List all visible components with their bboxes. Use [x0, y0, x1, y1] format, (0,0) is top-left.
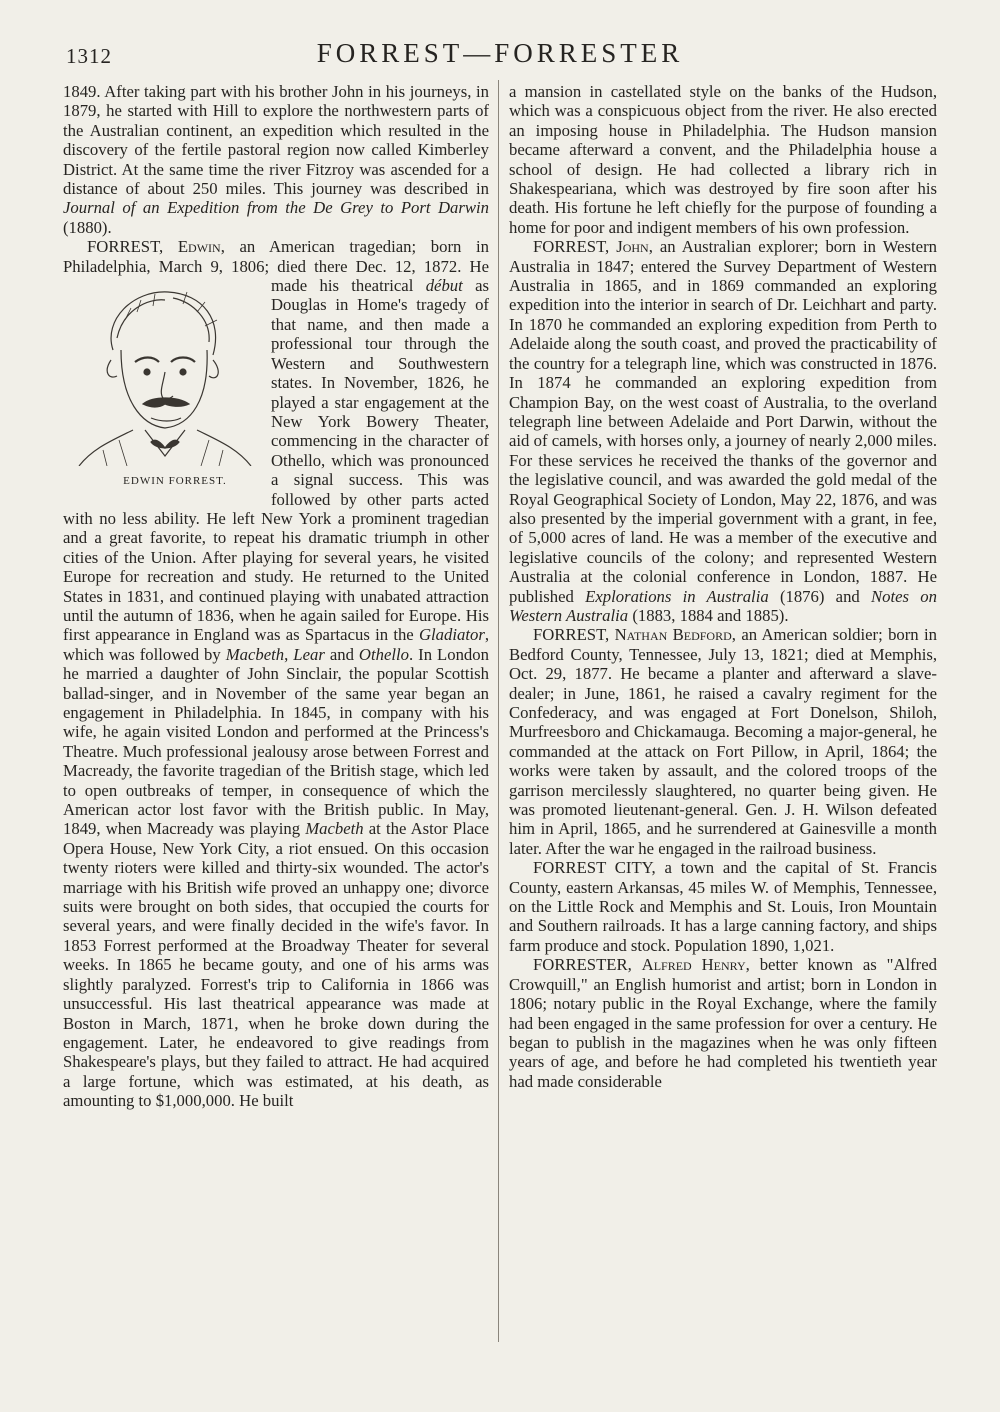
entry-given-name: Nathan Bedford	[614, 625, 732, 645]
column-divider	[498, 80, 499, 1342]
entry-given-name: Alfred Henry	[641, 955, 746, 975]
entry-forrest-john: FORREST, John, an Australian explorer; born in Western Australia in 1847; entered the Survey Department of Western Australia in 1865, and in 1869 commanded an exploring expedition into the interior in search of Dr. Leichhart and party. In 1870 he commanded an exploring expedition from Perth to Adelaide along the south coast, and proved the practicability of the country for a telegraph line, which was constructed in 1876. In 1874 he commanded an exploring expedition from Champion Bay, on the west coast of Australia, to the overland telegraph line between Adelaide and Port Darwin, without the aid of camels, with horses only, a journey of nearly 2,000 miles. For these services he received the thanks of the governor and the legislative council, and was awarded the gold medal of the Royal Geographical Society of London, May 22, 1876, and was also presented by the imperial government with a grant, in fee, of 5,000 acres of land. He was a member of the executive and legislative councils of the colony; and represented Western Australia at the colonial conference in London, 1887. He published Explorations in Australia (1876) and Notes on Western Australia (1883, 1884 and 1885).	[509, 237, 937, 625]
page-header	[0, 38, 1000, 72]
portrait-caption: EDWIN FORREST.	[123, 475, 227, 488]
entry-given-name: John	[616, 237, 649, 257]
entry-given-name: Edwin	[177, 237, 221, 257]
running-head: FORREST—FORRESTER	[316, 38, 684, 68]
book-title: Journal of an Expedition from the De Grey to Port Darwin	[63, 198, 489, 218]
portrait-drawing	[73, 280, 253, 466]
right-column	[509, 82, 937, 1091]
entry-forrest-edwin: FORREST, Edwin, an American tragedian; born in Philadelphia, March 9, 1806; died there Dec. 12, 1872. He made his theatrical EDWIN FORREST. début as Douglas in Home's tragedy of that name, and then made a professional tour through the Western and Southwestern states. In November, 1826, he played a star engagement at the New York Bowery Theater, commencing in the character of Othello, which was pronounced a signal success. This was followed by other parts acted with no less ability. He left New York a prominent tragedian and a great favorite, to repeat his dramatic triumph in other cities of the Union. After playing for several years, he visited Europe for recreation and study. He returned to the United States in 1831, and continued playing with unabated attraction until the autumn of 1836, when he again sailed for Europe. His first appearance in England was as Spartacus in the Gladiator, which was followed by Macbeth, Lear and Othello. In London he married a daughter of John Sinclair, the popular Scottish ballad-singer, and in November of the same year began an engagement in Philadelphia. In 1845, in company with his wife, he again visited London and performed at the Princess's Theatre. Much professional jealousy arose between Forrest and Macready, the favorite tragedian of the British stage, which led to open outbreaks of temper, in consequence of which the American actor lost favor with the British public. In May, 1849, when Macready was playing Macbeth at the Astor Place Opera House, New York City, a riot ensued. On this occasion twenty rioters were killed and thirty-six wounded. The actor's marriage with his British wife proved an unhappy one; divorce suits were brought on both sides, that occupied the courts for several years, and were finally decided in the wife's favor. In 1853 Forrest performed at the Broadway Theater for several weeks. In 1865 he became gouty, and one of his arms was slightly paralyzed. Forrest's trip to California in 1866 was unsuccessful. His last theatrical appearance was made at Boston in March, 1871, when he broke down during the engagement. Later, he endeavored to give readings from Shakespeare's plays, but they failed to attract. He had acquired a large fortune, which was estimated, at his death, as amounting to $1,000,000. He built	[63, 237, 489, 1111]
page-number: 1312	[66, 44, 112, 68]
entry-headword: FORRESTER,	[533, 955, 642, 975]
entry-forrest-city: FORREST CITY, a town and the capital of St. Francis County, eastern Arkansas, 45 miles W. of Memphis, Tennessee, on the Little Rock and Memphis and St. Louis, Iron Mountain and Southern railroads. It has a large canning factory, and ships farm produce and stock. Population 1890, 1,021.	[509, 858, 937, 955]
entry-forrest-nathan-bedford: FORREST, Nathan Bedford, an American soldier; born in Bedford County, Tennessee, July 13, 1821; died at Memphis, Oct. 29, 1877. He became a planter and afterward a slave-dealer; in June, 1861, he raised a cavalry regiment for the Confederacy, and was engaged at Fort Donelson, Shiloh, Murfreesboro and Chickamauga. Becoming a major-general, he commanded at the attack on Fort Pillow, in April, 1864; the works were taken by assault, and the colored troops of the garrison mercilessly slaughtered, no quarter being given. He was promoted lieutenant-general. Gen. J. H. Wilson defeated him in April, 1865, and he surrendered at Gainesville a month later. After the war he engaged in the railroad business.	[509, 625, 937, 858]
entry-headword: FORREST,	[87, 237, 178, 257]
book-title: Explorations in Australia	[585, 586, 769, 606]
book-title: Notes on Western Australia	[509, 586, 937, 625]
entry-forrester-alfred-henry: FORRESTER, Alfred Henry, better known as "Alfred Crowquill," an English humorist and artist; born in London in 1806; notary public in the Royal Exchange, where the family had been engaged in the same profession for over a century. He began to publish in the magazines when he was only fifteen years of age, and before he had completed his twentieth year had made considerable	[509, 955, 937, 1091]
paragraph-forrest-alexander-cont: 1849. After taking part with his brother John in his journeys, in 1879, he started with Hill to explore the northwestern parts of the Australian continent, an expedition which resulted in the discovery of the fertile pastoral region now called Kimberley District. At the same time the river Fitzroy was ascended for a distance of about 250 miles. This journey was described in Journal of an Expedition from the De Grey to Port Darwin (1880).	[63, 82, 489, 237]
paragraph-edwin-cont: a mansion in castellated style on the banks of the Hudson, which was a conspicuous object from the river. He also erected an imposing house in Philadelphia. The Hudson mansion became afterward a convent, and the Philadelphia house a school of design. He had collected a library rich in Shakespeariana, which was destroyed by fire soon after his death. His fortune he left chiefly for the purpose of founding a home for poor and indigent members of his own profession.	[509, 82, 937, 237]
left-column	[63, 82, 489, 1111]
portrait-edwin-forrest	[63, 280, 263, 492]
entry-headword: FORREST,	[533, 237, 617, 257]
entry-headword: FORREST,	[533, 625, 615, 645]
